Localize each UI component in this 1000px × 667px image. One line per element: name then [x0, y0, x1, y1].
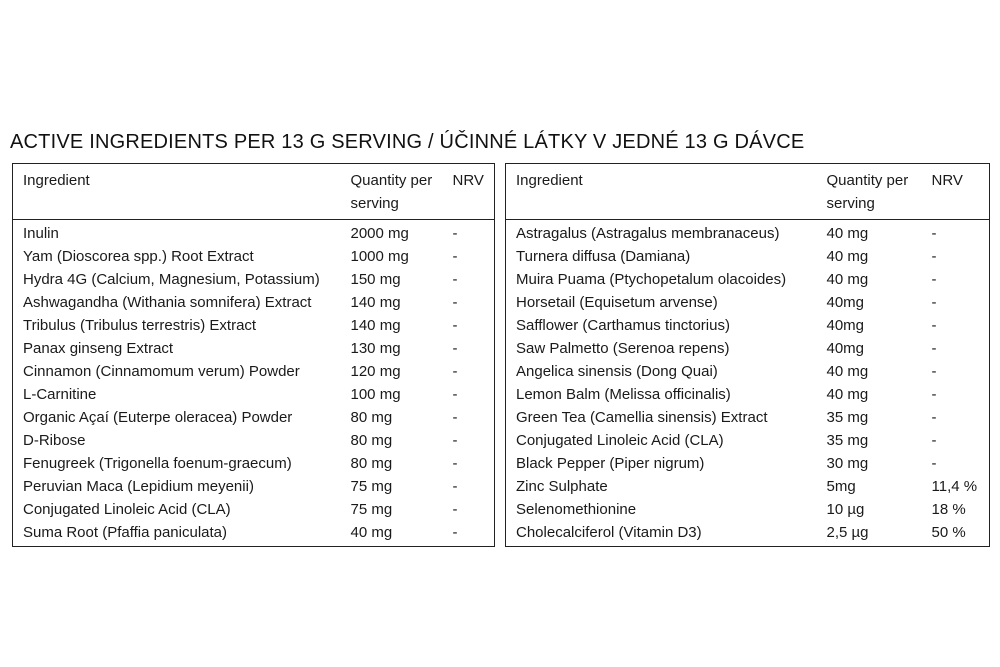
table-row	[13, 383, 495, 406]
table-row	[13, 521, 495, 547]
ingredient-name: Zinc Sulphate	[516, 478, 608, 495]
ingredient-nrv: -	[452, 386, 458, 403]
table-row	[13, 245, 495, 268]
ingredient-quantity: 80 mg	[350, 409, 393, 426]
table-row	[13, 337, 495, 360]
ingredient-quantity: 40 mg	[826, 248, 869, 265]
table-row	[13, 452, 495, 475]
ingredient-name: Tribulus (Tribulus terrestris) Extract	[23, 317, 257, 334]
ingredient-nrv: -	[931, 409, 937, 426]
ingredient-quantity: 40 mg	[826, 386, 869, 403]
ingredient-name: Cinnamon (Cinnamomum verum) Powder	[23, 363, 300, 380]
ingredient-name: Astragalus (Astragalus membranaceus)	[516, 225, 780, 242]
ingredient-nrv: -	[931, 363, 937, 380]
header-quantity: Quantity per serving	[341, 164, 443, 220]
ingredients-table-left	[12, 163, 495, 547]
ingredient-name: Saw Palmetto (Serenoa repens)	[516, 340, 730, 357]
page-title: ACTIVE INGREDIENTS PER 13 G SERVING / ÚČINNÉ LÁTKY V JEDNÉ 13 G DÁVCE	[10, 131, 805, 153]
ingredient-name: D-Ribose	[23, 432, 86, 449]
table-row	[13, 429, 495, 452]
ingredient-name: Panax ginseng Extract	[23, 340, 174, 357]
ingredient-name: Yam (Dioscorea spp.) Root Extract	[23, 248, 254, 265]
ingredient-nrv: -	[452, 340, 458, 357]
ingredient-nrv: -	[452, 363, 458, 380]
ingredients-table-right	[505, 163, 990, 547]
ingredient-name: Selenomethionine	[516, 501, 637, 518]
ingredient-name: Angelica sinensis (Dong Quai)	[516, 363, 718, 380]
ingredient-quantity: 120 mg	[350, 363, 401, 380]
table-row	[13, 498, 495, 521]
table-row	[506, 220, 990, 246]
header-ingredient: Ingredient	[13, 164, 341, 220]
ingredient-nrv: -	[452, 501, 458, 518]
table-row	[506, 498, 990, 521]
ingredient-quantity: 30 mg	[826, 455, 869, 472]
table-row	[506, 291, 990, 314]
ingredient-nrv: -	[452, 225, 458, 242]
ingredient-nrv: -	[452, 478, 458, 495]
header-nrv: NRV	[443, 164, 495, 220]
ingredient-quantity: 40 mg	[350, 524, 393, 541]
ingredient-nrv: -	[931, 317, 937, 334]
ingredient-nrv: -	[452, 432, 458, 449]
ingredient-quantity: 75 mg	[350, 501, 393, 518]
table-row	[506, 383, 990, 406]
ingredient-nrv: -	[931, 294, 937, 311]
table-row	[506, 452, 990, 475]
table-row	[13, 314, 495, 337]
header-nrv: NRV	[922, 164, 990, 220]
ingredient-nrv: -	[931, 225, 937, 242]
ingredient-nrv: -	[452, 455, 458, 472]
table-row	[13, 406, 495, 429]
ingredient-name: Turnera diffusa (Damiana)	[516, 248, 691, 265]
ingredient-nrv: 18 %	[931, 501, 966, 518]
ingredient-nrv: -	[452, 409, 458, 426]
ingredient-nrv: -	[452, 524, 458, 541]
table-row	[13, 475, 495, 498]
ingredient-quantity: 2000 mg	[350, 225, 409, 242]
ingredient-name: Horsetail (Equisetum arvense)	[516, 294, 718, 311]
header-ingredient: Ingredient	[506, 164, 817, 220]
ingredient-quantity: 40mg	[826, 317, 865, 334]
table-row	[506, 475, 990, 498]
table-row	[506, 521, 990, 547]
table-row	[13, 291, 495, 314]
ingredient-name: Cholecalciferol (Vitamin D3)	[516, 524, 702, 541]
ingredient-name: Lemon Balm (Melissa officinalis)	[516, 386, 731, 403]
ingredient-name: Green Tea (Camellia sinensis) Extract	[516, 409, 768, 426]
ingredient-quantity: 40mg	[826, 340, 865, 357]
table-row	[506, 406, 990, 429]
ingredient-name: Ashwagandha (Withania somnifera) Extract	[23, 294, 312, 311]
table-row	[13, 220, 495, 246]
ingredient-nrv: -	[931, 340, 937, 357]
ingredient-quantity: 40 mg	[826, 271, 869, 288]
header-quantity: Quantity per serving	[817, 164, 922, 220]
ingredient-quantity: 140 mg	[350, 317, 401, 334]
table-row	[506, 314, 990, 337]
table-row	[13, 268, 495, 291]
table-row	[506, 337, 990, 360]
table-row	[506, 429, 990, 452]
ingredient-quantity: 10 µg	[826, 501, 865, 518]
ingredient-quantity: 5mg	[826, 478, 856, 495]
ingredient-quantity: 75 mg	[350, 478, 393, 495]
table-row	[506, 245, 990, 268]
ingredient-name: Peruvian Maca (Lepidium meyenii)	[23, 478, 254, 495]
ingredient-quantity: 100 mg	[350, 386, 401, 403]
ingredient-nrv: -	[931, 386, 937, 403]
ingredient-nrv: -	[931, 455, 937, 472]
ingredient-nrv: -	[931, 432, 937, 449]
ingredient-name: Organic Açaí (Euterpe oleracea) Powder	[23, 409, 293, 426]
ingredient-quantity: 35 mg	[826, 409, 869, 426]
table-row	[13, 360, 495, 383]
table-header-row	[13, 164, 495, 220]
ingredient-quantity: 40mg	[826, 294, 865, 311]
ingredient-quantity: 80 mg	[350, 432, 393, 449]
table-row	[506, 360, 990, 383]
ingredient-quantity: 40 mg	[826, 225, 869, 242]
ingredient-nrv: 11,4 %	[931, 478, 978, 495]
ingredient-quantity: 130 mg	[350, 340, 401, 357]
table-row	[506, 268, 990, 291]
ingredient-nrv: -	[931, 248, 937, 265]
ingredient-name: Fenugreek (Trigonella foenum-graecum)	[23, 455, 292, 472]
ingredient-name: Inulin	[23, 225, 59, 242]
ingredient-nrv: 50 %	[931, 524, 966, 541]
table-header-row	[506, 164, 990, 220]
ingredient-name: Conjugated Linoleic Acid (CLA)	[516, 432, 724, 449]
ingredient-name: Black Pepper (Piper nigrum)	[516, 455, 705, 472]
ingredient-nrv: -	[452, 248, 458, 265]
ingredient-quantity: 2,5 µg	[826, 524, 869, 541]
ingredient-quantity: 1000 mg	[350, 248, 409, 265]
ingredient-quantity: 150 mg	[350, 271, 401, 288]
ingredient-name: Conjugated Linoleic Acid (CLA)	[23, 501, 231, 518]
ingredient-quantity: 140 mg	[350, 294, 401, 311]
ingredient-nrv: -	[931, 271, 937, 288]
ingredient-nrv: -	[452, 271, 458, 288]
ingredient-nrv: -	[452, 317, 458, 334]
ingredient-quantity: 80 mg	[350, 455, 393, 472]
ingredient-name: Suma Root (Pfaffia paniculata)	[23, 524, 228, 541]
ingredient-name: Hydra 4G (Calcium, Magnesium, Potassium)	[23, 271, 320, 288]
ingredient-name: L-Carnitine	[23, 386, 97, 403]
ingredient-quantity: 40 mg	[826, 363, 869, 380]
ingredient-name: Muira Puama (Ptychopetalum olacoides)	[516, 271, 787, 288]
ingredient-nrv: -	[452, 294, 458, 311]
ingredient-quantity: 35 mg	[826, 432, 869, 449]
ingredient-name: Safflower (Carthamus tinctorius)	[516, 317, 730, 334]
